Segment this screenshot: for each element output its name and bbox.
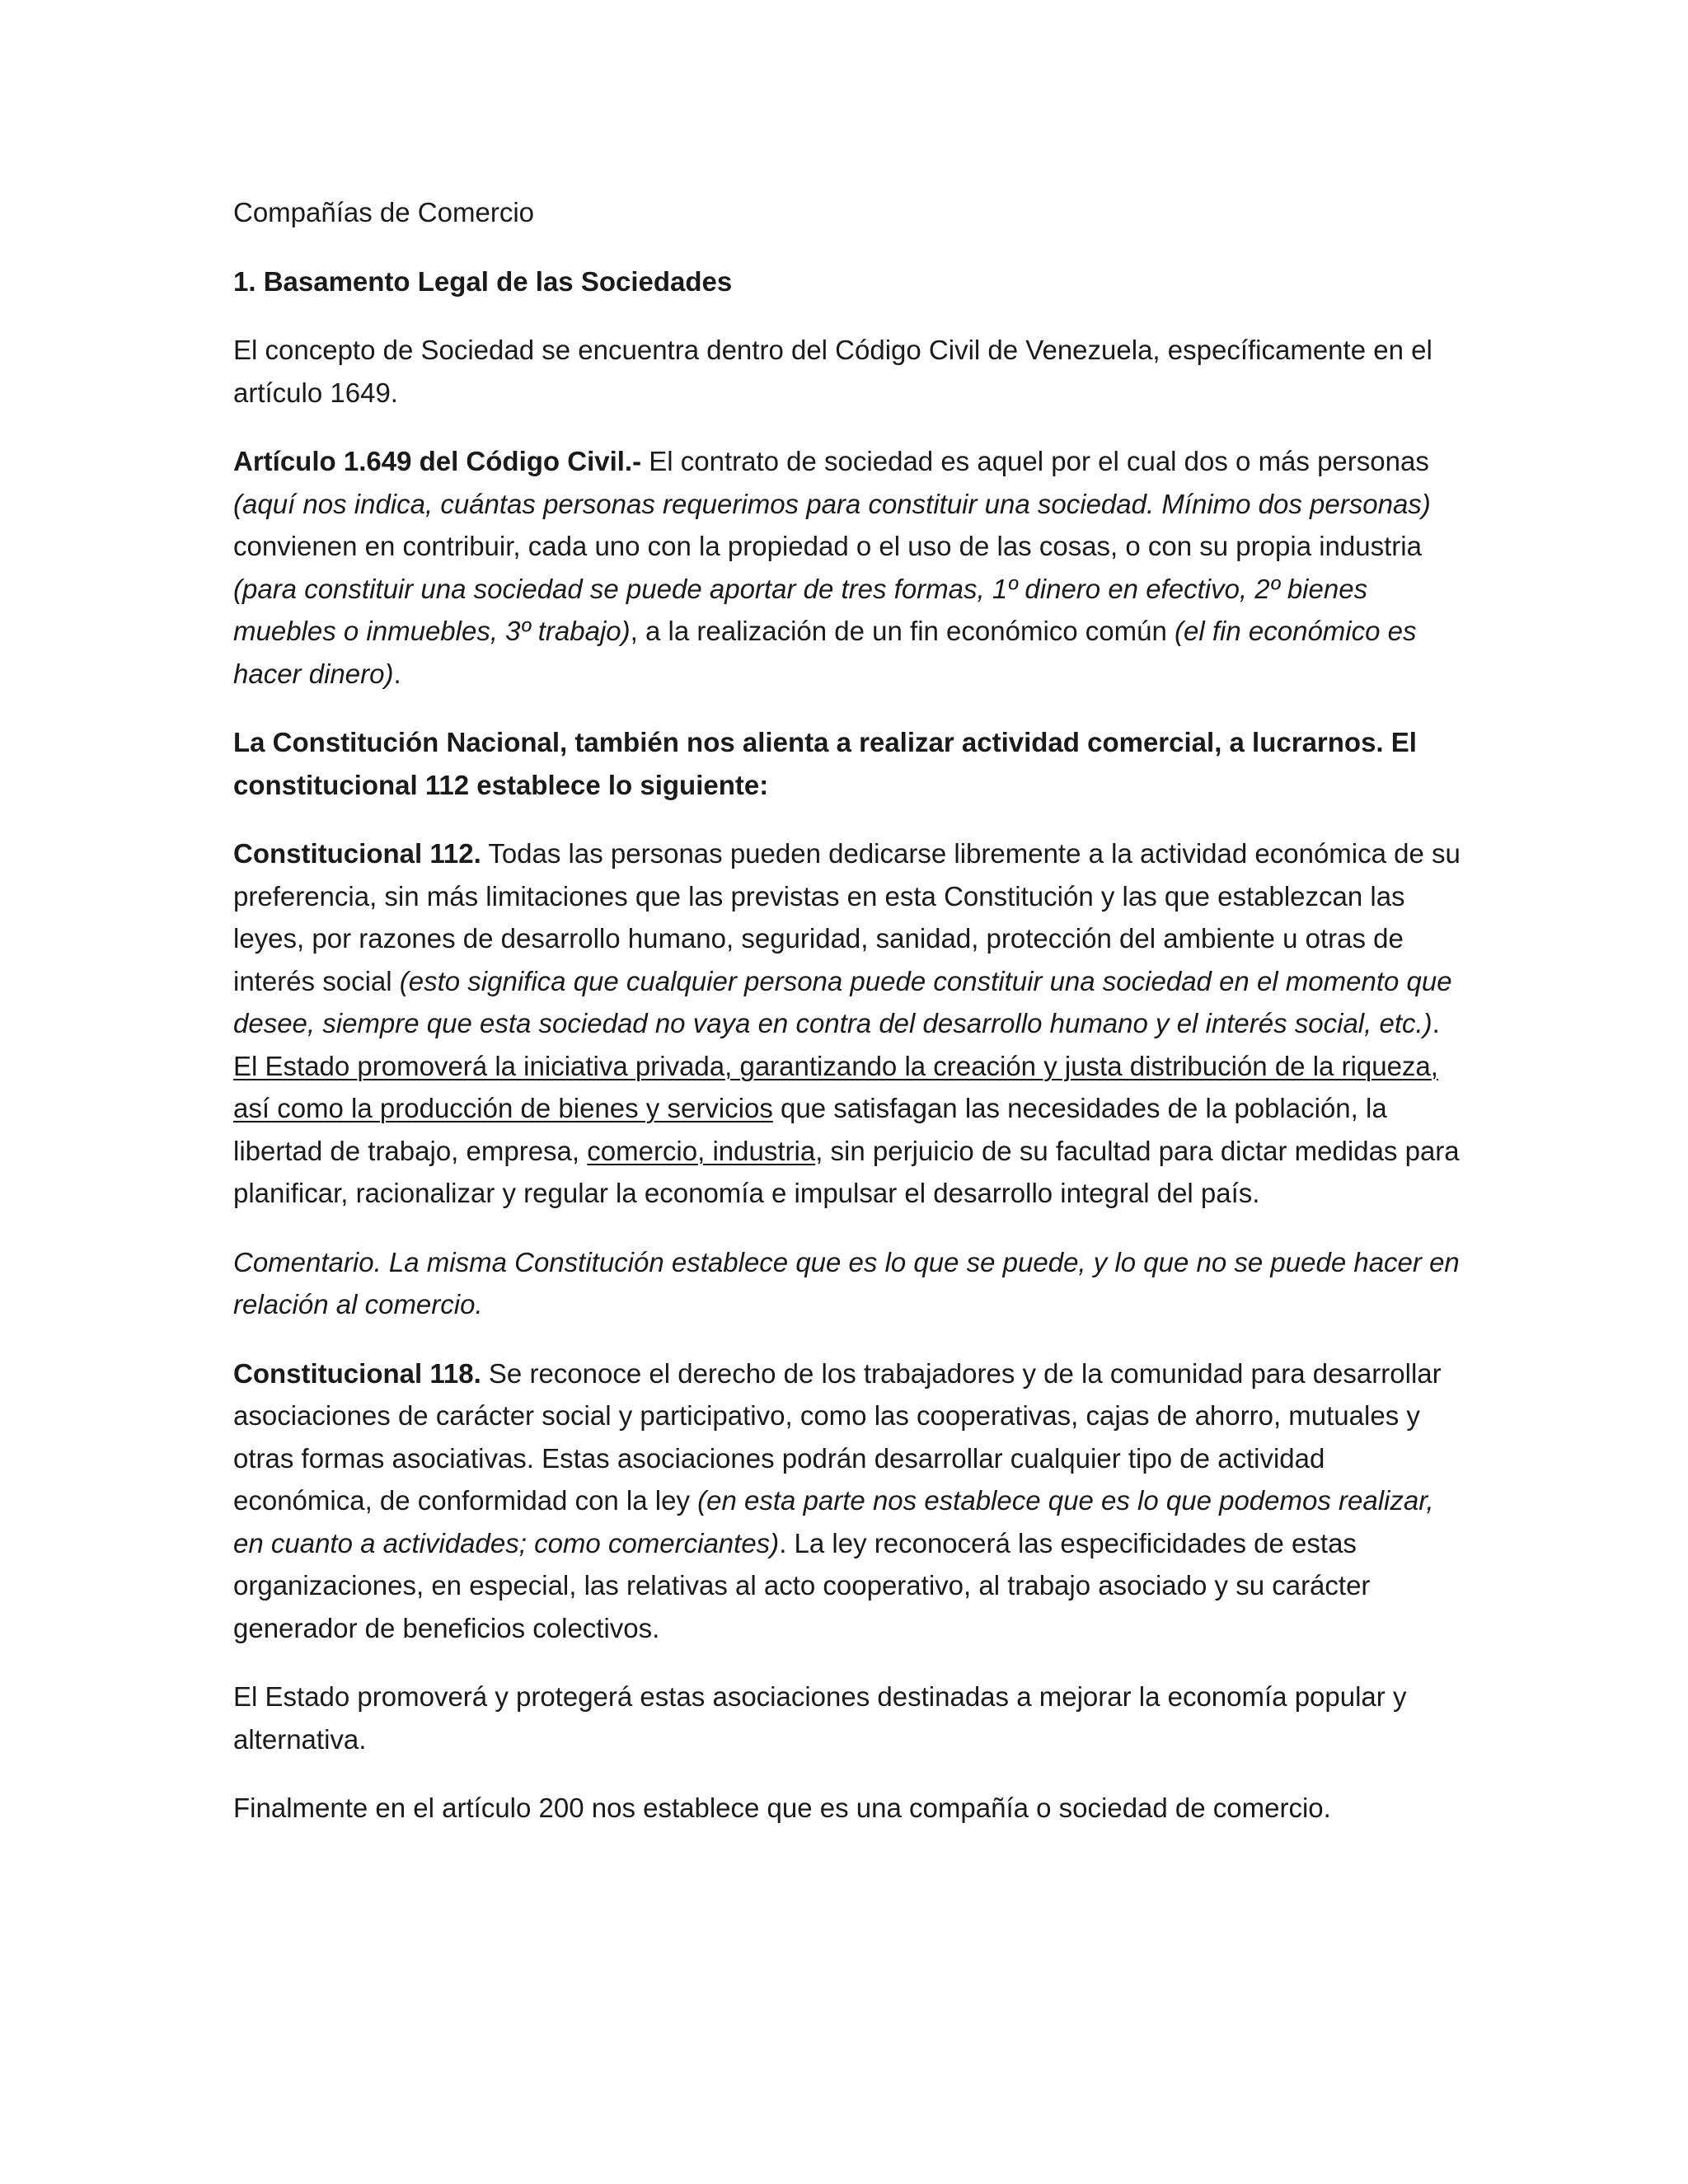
intro-paragraph: El concepto de Sociedad se encuentra dentro del Código Civil de Venezuela, específicamente en el artículo 1649. [233,335,1432,408]
section-heading-text: 1. Basamento Legal de las Sociedades [233,265,733,297]
constitutional-118-text-1: Se reconoce el derecho de los trabajadores y de la comunidad para desarrollar asociaciones de carácter social y participativo, como las cooperativas, cajas de ahorro, mutuales y otras formas asociativas. Estas asociaciones podrán desarrollar cualquier tipo de actividad económica, de conformidad con la ley [233,1357,1442,1516]
constitutional-118-text-2: . La ley reconocerá las especificidades de estas organizaciones, en especial, las relativas al acto cooperativo, al trabajo asociado y su carácter generador de beneficios colectivos. [233,1527,1371,1643]
article-1649-note-2: (para constituir una sociedad se puede aportar de tres formas, 1º dinero en efectivo, 2º bienes muebles o inmuebles, 3º trabajo) [233,573,1368,646]
constitution-intro-paragraph [233,721,1470,806]
comment-paragraph [233,1241,1470,1326]
constitutional-112-underline-2: comercio, industria [587,1135,816,1166]
document-page [233,191,1470,1856]
article-1649-note-1: (aquí nos indica, cuántas personas requerimos para constituir una sociedad. Mínimo dos personas) [233,488,1431,519]
constitutional-118-note: (en esta parte nos establece que es lo que podemos realizar, en cuanto a actividades; como comerciantes) [233,1485,1434,1558]
final-paragraph: Finalmente en el artículo 200 nos establece que es una compañía o sociedad de comercio. [233,1793,1331,1823]
article-1649-text-3: , a la realización de un fin económico común [630,616,1175,646]
article-1649-label: Artículo 1.649 del Código Civil.- [233,446,642,476]
state-promotion-paragraph: El Estado promoverá y protegerá estas asociaciones destinadas a mejorar la economía popular y alternativa. [233,1681,1407,1755]
article-1649-text-4: . [393,658,401,689]
constitutional-112-text-3: que satisfagan las necesidades de la población, la libertad de trabajo, empresa, [233,1093,1387,1166]
article-1649-text-1: El contrato de sociedad es aquel por el cual dos o más personas [641,446,1429,476]
document-title: Compañías de Comercio [233,197,534,227]
constitution-intro-text: La Constitución Nacional, también nos alienta a realizar actividad comercial, a lucrarnos. El constitucional 112 establece lo siguiente: [233,727,1417,800]
article-1649-paragraph [233,440,1470,695]
constitutional-118-paragraph [233,1352,1470,1650]
constitutional-112-text-1: Todas las personas pueden dedicarse libremente a la actividad económica de su preferencia, sin más limitaciones que las previstas en esta Constitución y las que establezcan las leyes, por razones de desarrollo humano, seguridad, sanidad, protección del ambiente u otras de interés social [233,838,1461,996]
constitutional-112-text-2: . [1432,1008,1440,1038]
article-1649-text-2: convienen en contribuir, cada uno con la propiedad o el uso de las cosas, o con su propia industria [233,531,1422,561]
constitutional-112-text-4: , sin perjuicio de su facultad para dictar medidas para planificar, racionalizar y regular la economía e impulsar el desarrollo integral del país. [233,1135,1460,1208]
constitutional-112-label: Constitucional 112. [233,838,481,869]
constitutional-112-underline-1: El Estado promoverá la iniciativa privada, garantizando la creación y justa distribución de la riqueza, así como la producción de bienes y servicios [233,1050,1438,1123]
comment-text: Comentario. La misma Constitución establece que es lo que se puede, y lo que no se puede hacer en relación al comercio. [233,1246,1460,1319]
constitutional-112-note: (esto significa que cualquier persona puede constituir una sociedad en el momento que desee, siempre que esta sociedad no vaya en contra del desarrollo humano y el interés social, etc.) [233,965,1452,1038]
article-1649-note-3: (el fin económico es hacer dinero) [233,616,1417,689]
constitutional-112-paragraph [233,832,1470,1215]
constitutional-118-label: Constitucional 118. [233,1357,481,1389]
section-heading [233,260,1470,303]
